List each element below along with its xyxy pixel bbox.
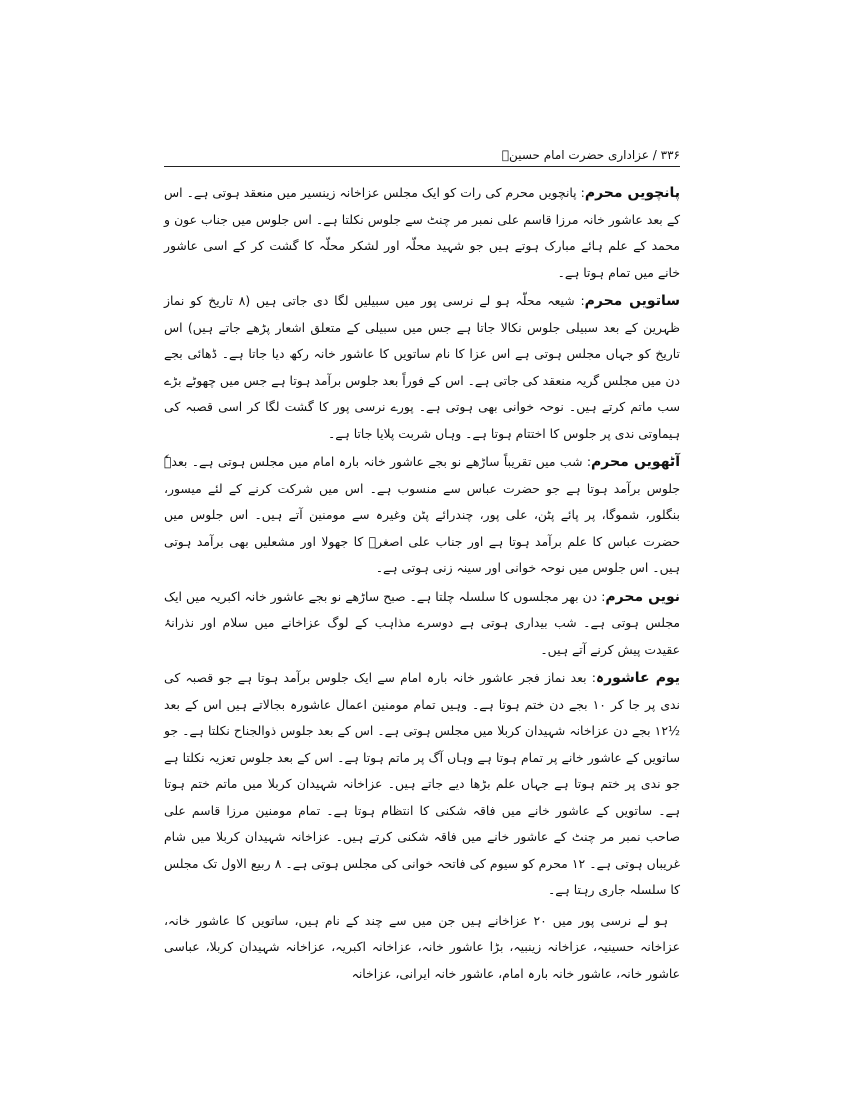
paragraph-eighth-muharram — [164, 449, 680, 582]
paragraph-heading: ساتویں محرم — [584, 293, 680, 309]
paragraph-text: : شب میں تقریباً ساڑھے نو بجے عاشور خانہ بارہ امام میں مجلس ہوتی ہے۔ بعدہٗ جلوس برآمد ہوتا ہے جو حضرت عباس سے منسوب ہے۔ اس میں شرکت کرنے کے لئے میسور، بنگلور، شموگا، پر پائے پٹن، علی پور، چندرائے پٹن وغیرہ سے مومنین آتے ہیں۔ اس جلوس میں حضرت عباس کا علم برآمد ہوتا ہے اور جناب علی اصغرؑ کا جھولا اور مشعلیں بھی برآمد ہوتی ہیں۔ اس جلوس میں نوحہ خوانی اور سینہ زنی ہوتی ہے۔ — [164, 454, 680, 575]
book-title: عزاداری حضرت امام حسینؑ — [501, 148, 649, 162]
paragraph-heading: یوم عاشورہ — [595, 670, 680, 686]
page-body — [164, 180, 680, 989]
paragraph-text: ہو لے نرسی پور میں ۲۰ عزاخانے ہیں جن میں سے چند کے نام ہیں، ساتویں کا عاشور خانہ، عزاخانہ حسینیہ، عزاخانہ زینبیہ، بڑا عاشور خانہ، عزاخانہ اکبریہ، عزاخانہ شہیدان کربلا، عباسی عاشور خانہ، عاشور خانہ بارہ امام، عاشور خانہ ایرانی، عزاخانہ — [164, 912, 680, 981]
paragraph-seventh-muharram — [164, 288, 680, 447]
paragraph-azakhana-list — [164, 908, 680, 988]
paragraph-heading: نویں محرم — [605, 588, 680, 605]
header-divider — [164, 166, 680, 167]
paragraph-fifth-muharram — [164, 180, 680, 286]
paragraph-text: : دن بھر مجلسوں کا سلسلہ چلتا ہے۔ صبح ساڑھے نو بجے عاشور خانہ اکبریہ میں ایک مجلس ہوتی ہے۔ شب بیداری ہوتی ہے دوسرے مذاہب کے لوگ عزاخانے میں سلام اور نذرانۂ عقیدت پیش کرنے آتے ہیں۔ — [164, 588, 680, 657]
header-separator: / — [652, 148, 657, 162]
running-header — [164, 142, 680, 168]
paragraph-text: : بعد نماز فجر عاشور خانہ بارہ امام سے ایک جلوس برآمد ہوتا ہے جو قصبہ کی ندی پر جا کر ۱۰ بجے دن ختم ہوتا ہے۔ وہیں تمام مومنین اعمال عاشورہ بجالاتے ہیں اس کے بعد ½۱۲ بجے دن عزاخانہ شہیدان کربلا میں مجلس ہوتی ہے۔ اس کے بعد جلوس ذوالجناح نکلتا ہے۔ جو ساتویں کے عاشور خانے پر تمام ہوتا ہے وہاں آگ پر ماتم ہوتا ہے۔ اس کے بعد جلوس تعزیہ نکلتا ہے جو ندی پر ختم ہوتا ہے جہاں علم بڑھا دیے جاتے ہیں۔ عزاخانہ شہیدان کربلا میں ماتم ختم ہوتا ہے۔ ساتویں کے عاشور خانے میں فاقہ شکنی کا انتظام ہوتا ہے۔ تمام مومنین مرزا قاسم علی صاحب نمبر مر چنٹ کے عاشور خانے میں فاقہ شکنی کرتے ہیں۔ عزاخانہ شہیدان کربلا میں شام غریباں ہوتی ہے۔ ۱۲ محرم کو سیوم کی فاتحہ خوانی کی مجلس ہوتی ہے۔ ۸ ربیع الاول تک مجلس کا سلسلہ جاری رہتا ہے۔ — [164, 670, 680, 897]
paragraph-text: : شیعہ محلّہ ہو لے نرسی پور میں سبیلیں لگا دی جاتی ہیں (۸ تاریخ کو نماز ظہرین کے بعد سبیلی جلوس نکالا جاتا ہے جس میں سبیلی کے متعلق اشعار پڑھے جاتے ہیں) اس تاریخ کو جہاں مجلس ہوتی ہے اس عزا کا نام ساتویں کا عاشور خانہ رکھ دیا جاتا ہے۔ ڈھائی بجے دن میں مجلس گریہ منعقد کی جاتی ہے۔ اس کے فوراً بعد جلوس برآمد ہوتا ہے جس میں چھوٹے بڑے سب ماتم کرتے ہیں۔ نوحہ خوانی بھی ہوتی ہے۔ پورے نرسی پور کا گشت لگا کر اسی قصبہ کی ہیماوتی ندی پر جلوس کا اختتام ہوتا ہے۔ وہاں شربت پلایا جاتا ہے۔ — [164, 293, 680, 441]
paragraph-heading: پانچویں محرم — [584, 185, 680, 201]
page-number: ۳۳۶ — [660, 148, 680, 162]
paragraph-text: : پانچویں محرم کی رات کو ایک مجلس عزاخانہ زینسیر میں منعقد ہوتی ہے۔ اس کے بعد عاشور خانہ مرزا قاسم علی نمبر مر چنٹ سے جلوس نکلتا ہے۔ اس جلوس میں جناب عون و محمد کے علم ہائے مبارک ہوتے ہیں جو شہید محلّہ اور لشکر محلّہ کا گشت کر کے اسی عاشور خانے میں تمام ہوتا ہے۔ — [164, 185, 680, 280]
paragraph-heading: آٹھویں محرم — [591, 454, 680, 470]
paragraph-ninth-muharram — [164, 584, 680, 664]
paragraph-ashura — [164, 665, 680, 904]
